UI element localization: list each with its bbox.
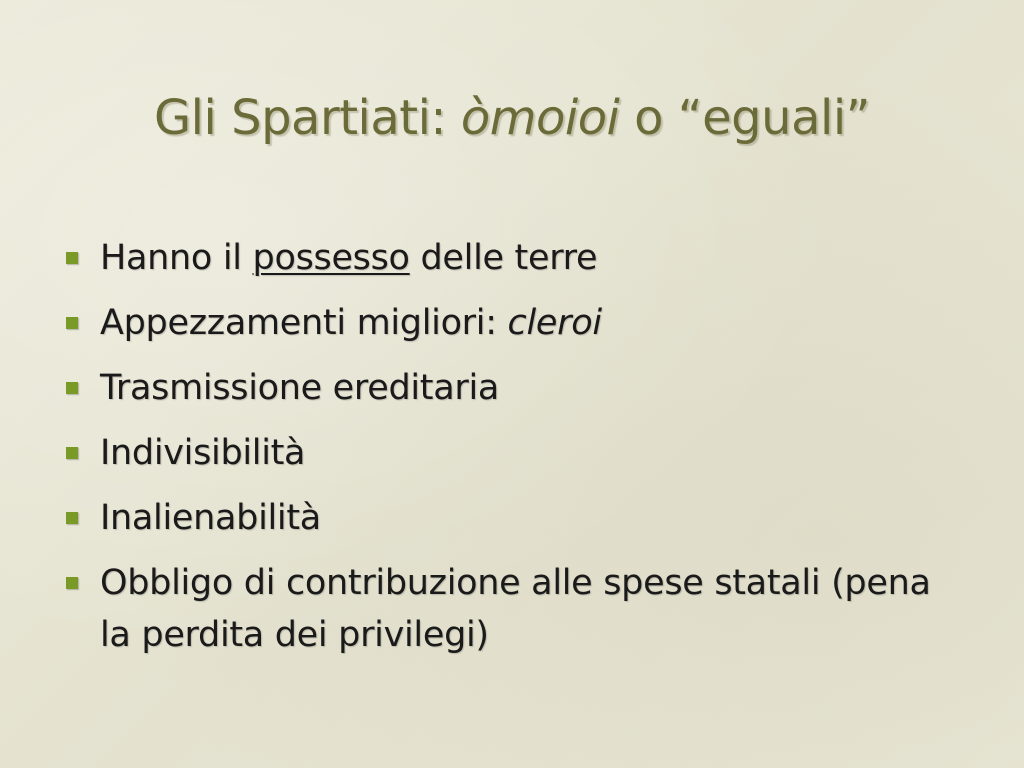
slide-title (0, 88, 1024, 148)
bullet-item (60, 427, 960, 479)
square-bullet-icon (66, 382, 78, 394)
square-bullet-icon (66, 512, 78, 524)
square-bullet-icon (66, 447, 78, 459)
bullet-item (60, 297, 960, 349)
title-text: Gli Spartiati: (153, 90, 461, 146)
bullet-text-end: delle terre (409, 238, 598, 278)
bullet-item (60, 232, 960, 284)
bullet-item (60, 362, 960, 414)
bullet-text: Hanno il (100, 238, 253, 278)
title-italic-term: òmoioi (460, 90, 620, 146)
bullet-item (60, 492, 960, 544)
bullet-text: Indivisibilità (100, 433, 306, 473)
square-bullet-icon (66, 252, 78, 264)
bullet-text: Obbligo di contribuzione alle spese statali (pena la perdita dei privilegi) (100, 563, 931, 655)
bullet-item (60, 557, 960, 661)
bullet-text: Trasmissione ereditaria (100, 368, 500, 408)
bullet-text: Inalienabilità (100, 498, 321, 538)
bullet-text: Appezzamenti migliori: (100, 303, 508, 343)
square-bullet-icon (66, 317, 78, 329)
title-text-end: o “eguali” (619, 90, 871, 146)
bullet-underlined-term: possesso (252, 238, 410, 278)
bullet-list (60, 232, 960, 674)
square-bullet-icon (66, 577, 78, 589)
bullet-italic-term: cleroi (507, 303, 602, 343)
